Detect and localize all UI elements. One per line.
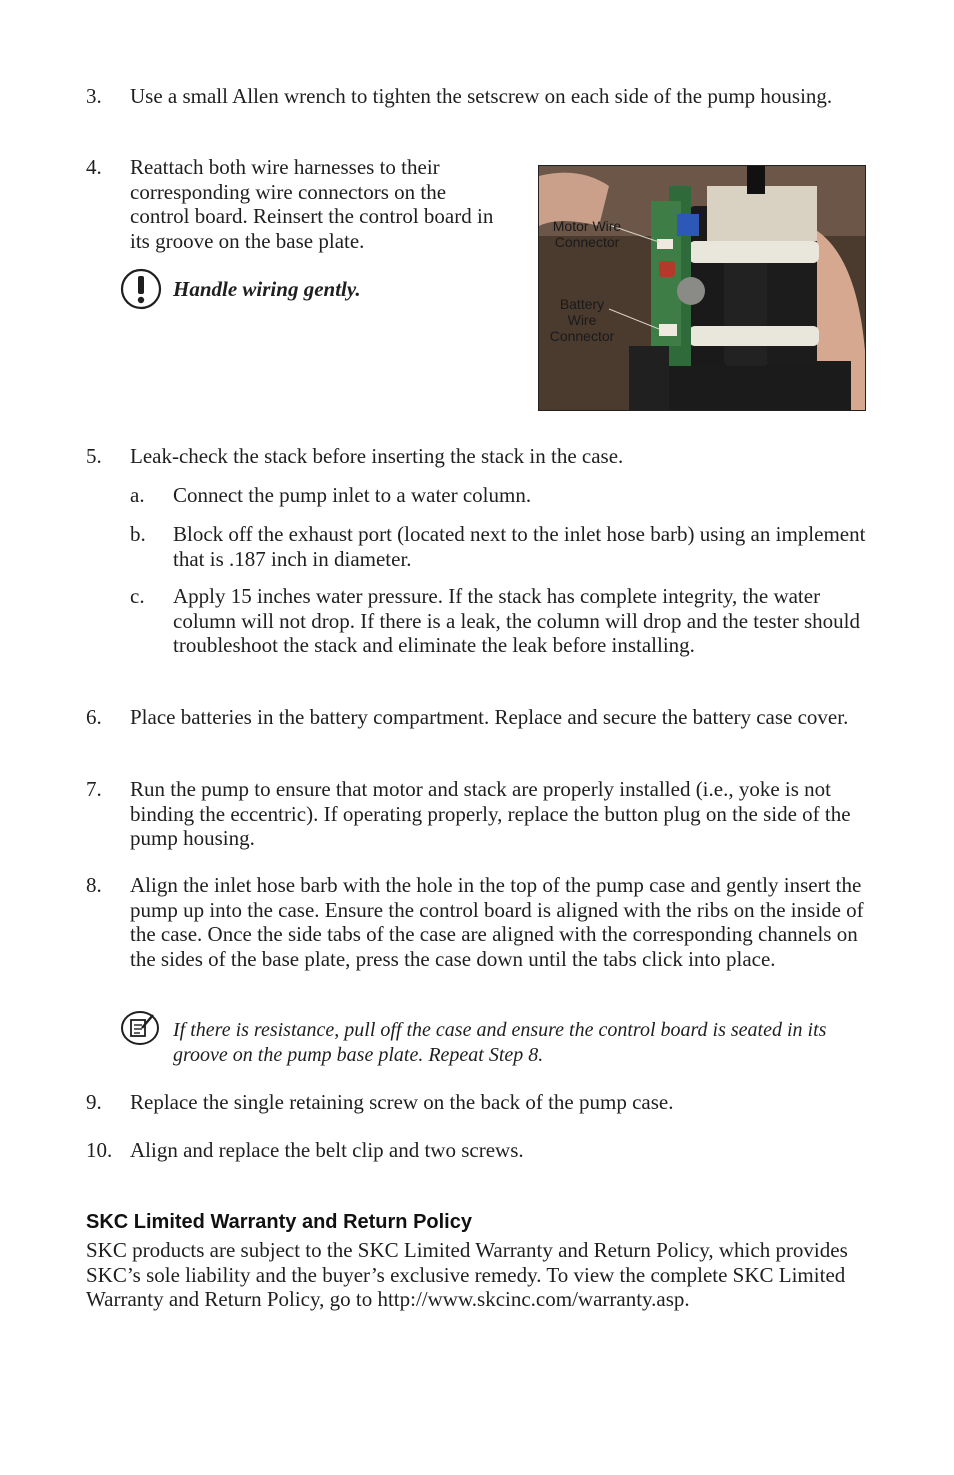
substep-letter: c. [130, 584, 145, 608]
battery-wire-callout: Battery Wire Connector [549, 296, 615, 344]
warranty-text: SKC products are subject to the SKC Limited Warranty and Return Policy, which provides SKC’s sole liability and the buyer’s exclusive remedy. To view the complete SKC Limited Warranty and Return Policy, go to http://www.skcinc.com/warranty.asp. [86, 1238, 848, 1311]
step-text: Align the inlet hose barb with the hole in the top of the pump case and gently insert the pump up into the case. Ensure the control board is aligned with the ribs on the inside of the case. Once the side tabs of the case are aligned with the corresponding channels on the sides of the base plate, press the case down until the tabs click into place. [130, 873, 864, 971]
step-number: 3. [86, 84, 102, 108]
substep-letter: a. [130, 483, 145, 507]
step-number: 9. [86, 1090, 102, 1114]
step-text: Run the pump to ensure that motor and stack are properly installed (i.e., yoke is not binding the eccentric). If operating properly, replace the button plug on the side of the pump housing. [130, 777, 851, 850]
tip-text: If there is resistance, pull off the case and ensure the control board is seated in its groove on the pump base plate. Repeat Step 8. [173, 1019, 827, 1066]
exclamation-icon [120, 268, 162, 314]
step-text: Reattach both wire harnesses to their corresponding wire connectors on the control board. Reinsert the control board in its groove on the base plate. [130, 155, 494, 253]
substep-text: Apply 15 inches water pressure. If the stack has complete integrity, the water column will not drop. If there is a leak, the column will drop and the tester should troubleshoot the stack and eliminate the leak before installing. [173, 584, 861, 657]
step-number: 8. [86, 873, 102, 897]
step-text: Place batteries in the battery compartment. Replace and secure the battery case cover. [130, 705, 849, 729]
step-number: 5. [86, 444, 102, 468]
substep-text: Block off the exhaust port (located next to the inlet hose barb) using an implement that is .187 inch in diameter. [173, 522, 866, 571]
motor-wire-callout: Motor Wire Connector [552, 218, 622, 250]
pump-photo [538, 165, 866, 411]
note-pencil-icon [120, 1010, 160, 1050]
substep-letter: b. [130, 522, 146, 546]
step-text: Align and replace the belt clip and two screws. [130, 1138, 524, 1162]
step-text: Leak-check the stack before inserting the stack in the case. [130, 444, 624, 468]
warranty-heading: SKC Limited Warranty and Return Policy [86, 1211, 472, 1233]
caution-text: Handle wiring gently. [173, 277, 361, 301]
step-number: 10. [86, 1138, 113, 1162]
step-number: 7. [86, 777, 102, 801]
step-text: Replace the single retaining screw on the back of the pump case. [130, 1090, 674, 1114]
step-number: 6. [86, 705, 102, 729]
step-number: 4. [86, 155, 102, 179]
substep-text: Connect the pump inlet to a water column. [173, 483, 532, 507]
step-text: Use a small Allen wrench to tighten the setscrew on each side of the pump housing. [130, 84, 833, 108]
